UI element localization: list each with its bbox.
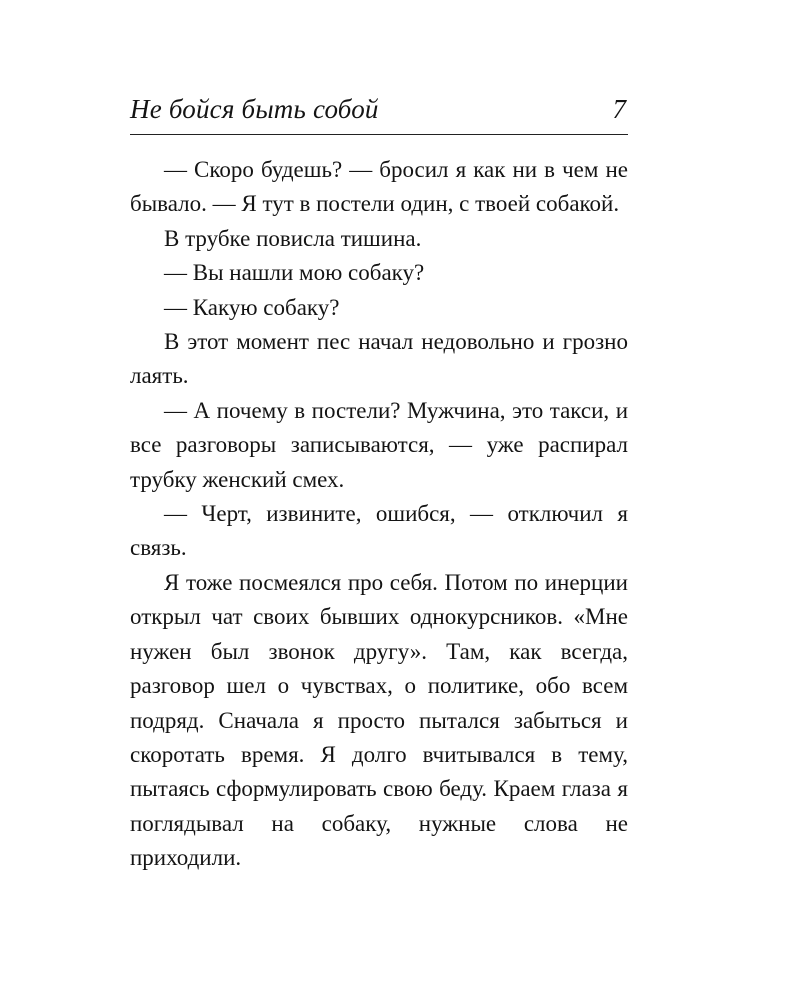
paragraph-dialogue-1: — Скоро будешь? — бросил я как ни в чем не бывало. — Я тут в постели один, с твоей собакой. <box>130 157 628 217</box>
paragraph-silence: В трубке повисла тишина. <box>164 225 422 251</box>
running-header <box>130 92 628 134</box>
header-divider <box>130 134 628 135</box>
paragraph-dialogue-5: — Черт, извините, ошибся, — отключил я связь. <box>130 501 628 561</box>
body-text <box>130 153 628 876</box>
paragraph-dialogue-2: — Вы нашли мою собаку? <box>164 260 425 286</box>
paragraph-dialogue-3: — Какую собаку? <box>164 294 340 320</box>
paragraph-dog-barking: В этот момент пес начал недовольно и грозно лаять. <box>130 329 628 389</box>
paragraph-dialogue-4: — А почему в постели? Мужчина, это такси, и все разговоры записываются, — уже распирал трубку женский смех. <box>130 397 628 492</box>
page-number: 7 <box>612 94 626 124</box>
running-header-title: Не бойся быть собой <box>130 94 379 124</box>
paragraph-narration: Я тоже посмеялся про себя. Потом по инерции открыл чат своих бывших однокурсников. «Мне нужен был звонок другу». Там, как всегда, разговор шел о чувствах, о политике, обо всем подряд. Сначала я просто пытался забыться и скоротать время. Я долго вчитывался в тему, пытаясь сформулировать свою беду. Краем глаза я поглядывал на собаку, нужные слова не приходили. <box>130 569 628 871</box>
